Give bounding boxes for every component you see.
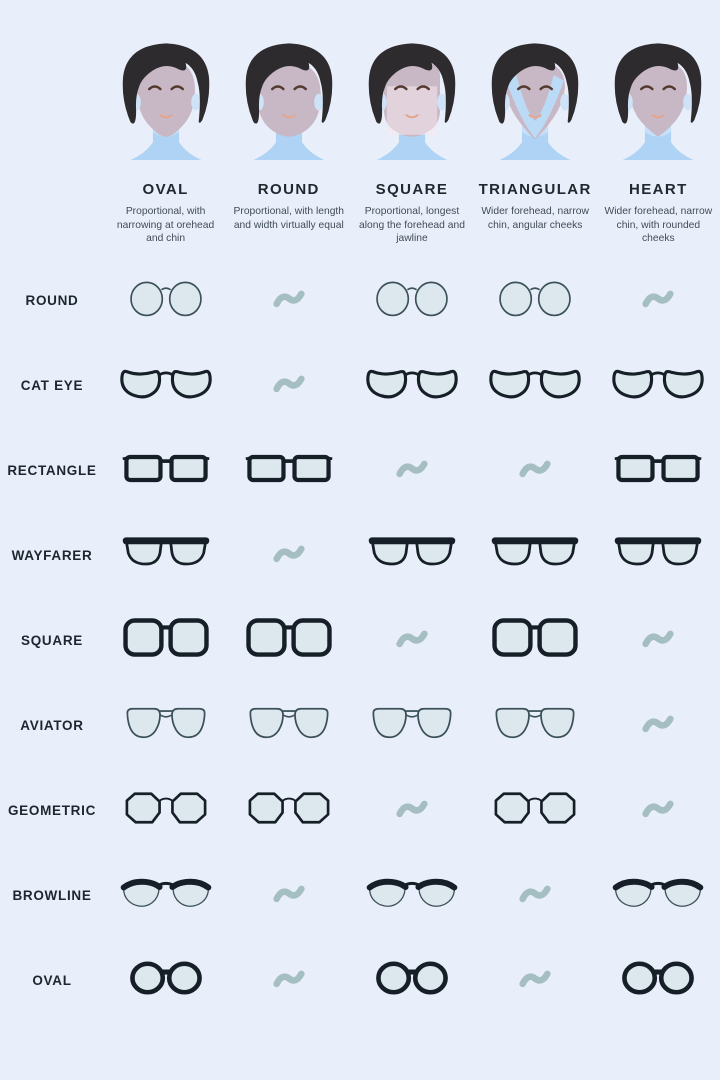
matrix-cell-browline-square xyxy=(350,853,473,938)
triangular-face-illustration-icon xyxy=(479,34,592,179)
table-row-aviator xyxy=(0,683,720,768)
matrix-cell-geometric-heart xyxy=(597,768,720,853)
matrix-cell-round-oval xyxy=(104,258,227,343)
matrix-cell-square-triangular xyxy=(474,598,597,683)
matrix-cell-geometric-round xyxy=(227,768,350,853)
glasses-icon-oval xyxy=(366,955,458,1006)
oval-face-illustration-icon xyxy=(109,34,222,179)
matrix-cell-square-round xyxy=(227,598,350,683)
matrix-cell-round-triangular xyxy=(474,258,597,343)
table-row-cateye xyxy=(0,343,720,428)
matrix-cell-wayfarer-round xyxy=(227,513,350,598)
heart-face-illustration-icon xyxy=(602,34,715,179)
glasses-icon-square xyxy=(243,615,335,666)
glasses-style-label: BROWLINE xyxy=(12,888,92,904)
matrix-cell-cateye-round xyxy=(227,343,350,428)
glasses-icon-browline xyxy=(612,870,704,921)
matrix-cell-rectangle-square xyxy=(350,428,473,513)
glasses-icon-aviator xyxy=(489,700,581,751)
face-column-triangular xyxy=(474,34,597,246)
table-row-wayfarer xyxy=(0,513,720,598)
matrix-cell-aviator-heart xyxy=(597,683,720,768)
matrix-cell-oval-round xyxy=(227,938,350,1023)
glasses-icon-oval xyxy=(120,955,212,1006)
matrix-cell-square-oval xyxy=(104,598,227,683)
glasses-icon-rectangle xyxy=(612,445,704,496)
face-column-oval xyxy=(104,34,227,246)
matrix-cell-wayfarer-triangular xyxy=(474,513,597,598)
matrix-cell-aviator-triangular xyxy=(474,683,597,768)
tilde-icon xyxy=(518,881,552,911)
glasses-icon-aviator xyxy=(366,700,458,751)
glasses-icon-cateye xyxy=(612,360,704,411)
matrix-cell-round-round xyxy=(227,258,350,343)
glasses-style-label: GEOMETRIC xyxy=(7,803,97,819)
glasses-style-label: ROUND xyxy=(25,293,79,309)
glasses-icon-wayfarer xyxy=(489,530,581,581)
face-shape-description: Proportional, longest along the forehead and jawline xyxy=(359,206,465,245)
glasses-style-label: CAT EYE xyxy=(20,378,84,394)
glasses-style-label: AVIATOR xyxy=(20,718,84,734)
tilde-icon xyxy=(272,286,306,316)
face-shape-name: ROUND xyxy=(257,181,320,198)
tilde-icon xyxy=(641,711,675,741)
matrix-cell-oval-triangular xyxy=(474,938,597,1023)
matrix-cell-oval-oval xyxy=(104,938,227,1023)
tilde-icon xyxy=(272,966,306,996)
glasses-style-label: RECTANGLE xyxy=(7,463,97,479)
table-row-rectangle xyxy=(0,428,720,513)
glasses-icon-square xyxy=(120,615,212,666)
matrix-cell-round-heart xyxy=(597,258,720,343)
glasses-icon-oval xyxy=(612,955,704,1006)
face-shape-name: SQUARE xyxy=(375,181,449,198)
square-face-illustration-icon xyxy=(355,34,468,179)
table-row-round xyxy=(0,258,720,343)
glasses-icon-geometric xyxy=(243,785,335,836)
glasses-icon-geometric xyxy=(489,785,581,836)
face-column-heart xyxy=(597,34,720,246)
glasses-style-label: SQUARE xyxy=(21,633,83,649)
tilde-icon xyxy=(518,456,552,486)
matrix-cell-cateye-heart xyxy=(597,343,720,428)
tilde-icon xyxy=(395,796,429,826)
glasses-icon-browline xyxy=(366,870,458,921)
face-shape-description: Proportional, with length and width virtually equal xyxy=(233,206,345,231)
glasses-icon-aviator xyxy=(120,700,212,751)
matrix-cell-aviator-round xyxy=(227,683,350,768)
matrix-cell-rectangle-round xyxy=(227,428,350,513)
matrix-cell-square-heart xyxy=(597,598,720,683)
matrix-cell-aviator-oval xyxy=(104,683,227,768)
matrix-cell-wayfarer-heart xyxy=(597,513,720,598)
glasses-icon-wayfarer xyxy=(612,530,704,581)
face-shape-name: TRIANGULAR xyxy=(478,181,592,198)
matrix-cell-browline-round xyxy=(227,853,350,938)
glasses-style-label: OVAL xyxy=(32,973,72,989)
table-row-oval xyxy=(0,938,720,1023)
matrix-cell-cateye-triangular xyxy=(474,343,597,428)
glasses-icon-browline xyxy=(120,870,212,921)
matrix-cell-rectangle-triangular xyxy=(474,428,597,513)
table-row-geometric xyxy=(0,768,720,853)
matrix-cell-browline-heart xyxy=(597,853,720,938)
face-shape-name: HEART xyxy=(629,181,688,198)
matrix-cell-oval-heart xyxy=(597,938,720,1023)
matrix-cell-cateye-oval xyxy=(104,343,227,428)
matrix-cell-geometric-square xyxy=(350,768,473,853)
matrix-cell-rectangle-oval xyxy=(104,428,227,513)
glasses-icon-wayfarer xyxy=(366,530,458,581)
tilde-icon xyxy=(395,626,429,656)
face-column-square xyxy=(350,34,473,246)
glasses-icon-cateye xyxy=(120,360,212,411)
glasses-icon-square xyxy=(489,615,581,666)
glasses-icon-round xyxy=(489,275,581,326)
matrix-cell-round-square xyxy=(350,258,473,343)
face-shape-description: Proportional, with narrowing at orehead and chin xyxy=(116,206,215,245)
table-row-browline xyxy=(0,853,720,938)
matrix-cell-wayfarer-square xyxy=(350,513,473,598)
tilde-icon xyxy=(272,541,306,571)
tilde-icon xyxy=(272,881,306,911)
glasses-style-label: WAYFARER xyxy=(11,548,93,564)
matrix-cell-square-square xyxy=(350,598,473,683)
matrix-cell-wayfarer-oval xyxy=(104,513,227,598)
face-shape-description: Wider forehead, narrow chin, angular cheeks xyxy=(481,206,589,231)
tilde-icon xyxy=(641,796,675,826)
matrix-cell-browline-triangular xyxy=(474,853,597,938)
glasses-icon-aviator xyxy=(243,700,335,751)
matrix-cell-geometric-oval xyxy=(104,768,227,853)
tilde-icon xyxy=(641,286,675,316)
tilde-icon xyxy=(641,626,675,656)
matrix-cell-browline-oval xyxy=(104,853,227,938)
matrix-cell-geometric-triangular xyxy=(474,768,597,853)
glasses-icon-geometric xyxy=(120,785,212,836)
header-spacer xyxy=(0,34,104,246)
matrix-cell-rectangle-heart xyxy=(597,428,720,513)
glasses-icon-wayfarer xyxy=(120,530,212,581)
face-shapes-header xyxy=(0,34,720,246)
compatibility-matrix xyxy=(0,258,720,1023)
table-row-square xyxy=(0,598,720,683)
matrix-cell-aviator-square xyxy=(350,683,473,768)
glasses-icon-round xyxy=(120,275,212,326)
glasses-icon-round xyxy=(366,275,458,326)
matrix-cell-oval-square xyxy=(350,938,473,1023)
tilde-icon xyxy=(272,371,306,401)
tilde-icon xyxy=(518,966,552,996)
tilde-icon xyxy=(395,456,429,486)
matrix-cell-cateye-square xyxy=(350,343,473,428)
glasses-icon-cateye xyxy=(366,360,458,411)
glasses-icon-rectangle xyxy=(243,445,335,496)
glasses-icon-rectangle xyxy=(120,445,212,496)
round-face-illustration-icon xyxy=(232,34,345,179)
glasses-icon-cateye xyxy=(489,360,581,411)
face-shape-name: OVAL xyxy=(142,181,189,198)
face-shape-description: Wider forehead, narrow chin, with rounded cheeks xyxy=(604,206,713,245)
face-column-round xyxy=(227,34,350,246)
